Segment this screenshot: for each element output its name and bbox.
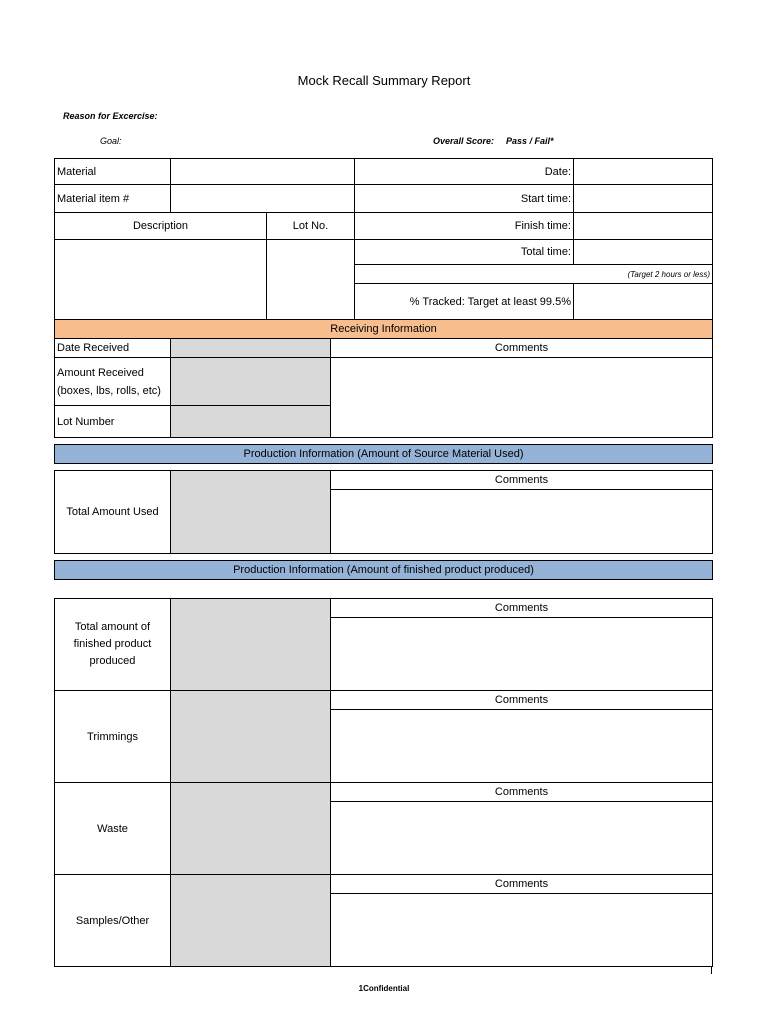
amount-received-label: Amount Received (boxes, lbs, rolls, etc)	[54, 357, 171, 406]
finished-product-label: Total amount of finished product produced	[54, 598, 171, 691]
tracked-label: % Tracked: Target at least 99.5%	[354, 283, 574, 320]
material-field[interactable]	[170, 158, 355, 185]
material-label: Material	[54, 158, 171, 185]
table-edge-mark	[711, 966, 712, 974]
finish-time-label: Finish time:	[354, 212, 574, 240]
date-label: Date:	[354, 158, 574, 185]
tracked-field[interactable]	[573, 283, 713, 320]
source-comments-field[interactable]	[330, 489, 713, 554]
date-field[interactable]	[573, 158, 713, 185]
lot-number-label: Lot Number	[54, 405, 171, 438]
goal-label: Goal:	[100, 136, 122, 146]
samples-comments-header: Comments	[330, 874, 713, 894]
source-comments-header: Comments	[330, 470, 713, 490]
receiving-comments-header: Comments	[330, 338, 713, 358]
description-field[interactable]	[54, 239, 267, 320]
date-received-field[interactable]	[170, 338, 331, 358]
reason-label: Reason for Excercise:	[63, 111, 158, 121]
trimmings-field[interactable]	[170, 690, 331, 783]
lot-no-header: Lot No.	[266, 212, 355, 240]
overall-score-options: Pass / Fail*	[506, 136, 554, 146]
date-received-label: Date Received	[54, 338, 171, 358]
waste-label: Waste	[54, 782, 171, 875]
trimmings-label: Trimmings	[54, 690, 171, 783]
trimmings-comments-header: Comments	[330, 690, 713, 710]
material-item-field[interactable]	[170, 184, 355, 213]
description-header: Description	[54, 212, 267, 240]
samples-other-field[interactable]	[170, 874, 331, 967]
waste-comments-header: Comments	[330, 782, 713, 802]
receiving-header: Receiving Information	[54, 319, 713, 339]
trimmings-comments-field[interactable]	[330, 709, 713, 783]
waste-field[interactable]	[170, 782, 331, 875]
material-item-label: Material item #	[54, 184, 171, 213]
total-amount-used-field[interactable]	[170, 470, 331, 554]
finished-comments-header: Comments	[330, 598, 713, 618]
finished-product-field[interactable]	[170, 598, 331, 691]
page-title: Mock Recall Summary Report	[297, 72, 471, 88]
waste-comments-field[interactable]	[330, 801, 713, 875]
finished-comments-field[interactable]	[330, 617, 713, 691]
lot-no-field[interactable]	[266, 239, 355, 320]
amount-received-field[interactable]	[170, 357, 331, 406]
target-time-note: (Target 2 hours or less)	[354, 264, 713, 284]
production-finished-header: Production Information (Amount of finished product produced)	[54, 560, 713, 580]
finish-time-field[interactable]	[573, 212, 713, 240]
overall-score-label: Overall Score:	[433, 136, 495, 146]
lot-number-field[interactable]	[170, 405, 331, 438]
start-time-label: Start time:	[354, 184, 574, 213]
receiving-comments-field[interactable]	[330, 357, 713, 438]
samples-comments-field[interactable]	[330, 893, 713, 967]
production-source-header: Production Information (Amount of Source Material Used)	[54, 444, 713, 464]
total-time-field[interactable]	[573, 239, 713, 265]
start-time-field[interactable]	[573, 184, 713, 213]
total-time-label: Total time:	[354, 239, 574, 265]
total-amount-used-label: Total Amount Used	[54, 470, 171, 554]
samples-other-label: Samples/Other	[54, 874, 171, 967]
footer-confidential: 1Confidential	[358, 983, 410, 993]
